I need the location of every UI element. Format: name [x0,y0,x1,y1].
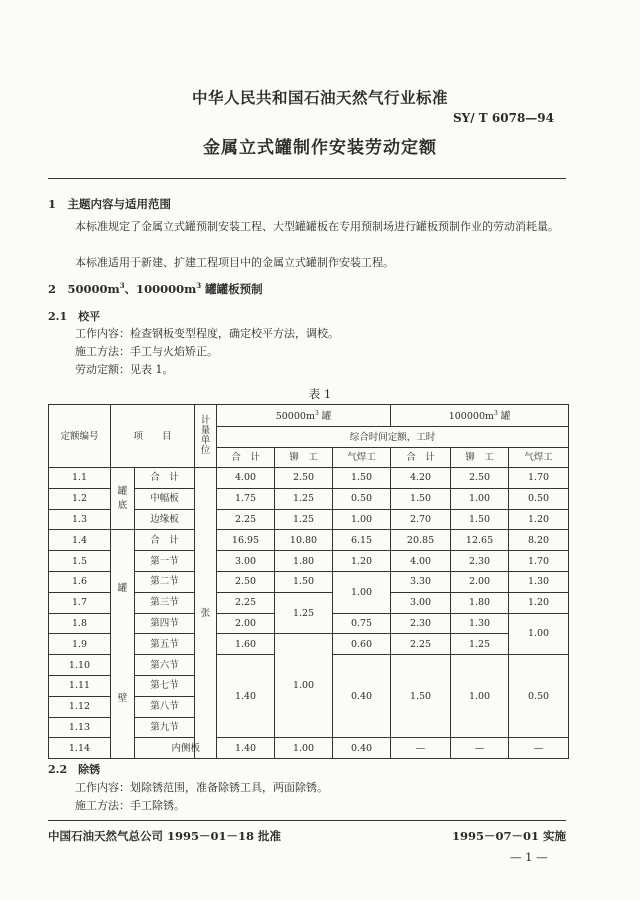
cell-item: 第一节 [135,551,195,572]
cell-value-merged: 1.50 [391,655,451,738]
cell-value: 2.50 [451,468,509,489]
cell-value: 1.75 [217,488,275,509]
cell-value-merged: 1.00 [333,571,391,613]
cell-value: 0.50 [509,488,569,509]
document-title: 金属立式罐制作安装劳动定额 [203,138,437,158]
approval-line: 中国石油天然气总公司 1995－01－18 批准 [48,829,282,843]
cell-dash: — [509,738,569,759]
cell-item: 第七节 [135,675,195,696]
cell-value: 12.65 [451,530,509,551]
cell-item: 第八节 [135,696,195,717]
cell-item: 第二节 [135,571,195,592]
header-code: 定额编号 [49,405,111,468]
cell-code: 1.9 [49,634,111,655]
issuing-organization: 中华人民共和国石油天然气行业标准 [191,89,448,107]
cell-value: 1.30 [509,571,569,592]
header-total: 合 计 [391,448,451,468]
cell-value: 1.20 [509,509,569,530]
cell-value: 1.25 [275,488,333,509]
cell-value: 1.00 [275,738,333,759]
cell-code: 1.4 [49,530,111,551]
cell-value: 1.70 [509,551,569,572]
cell-item: 第五节 [135,634,195,655]
table-caption: 表 1 [308,387,332,401]
section-1-heading: 1 主题内容与适用范围 [48,197,172,211]
cell-code: 1.3 [49,509,111,530]
cell-item: 第六节 [135,655,195,676]
cell-value: 1.25 [451,634,509,655]
cell-code: 1.7 [49,592,111,613]
section-2-2-heading: 2.2 除锈 [48,763,101,776]
cell-value: 8.20 [509,530,569,551]
cell-value-merged: 0.40 [333,655,391,738]
cell-item: 第三节 [135,592,195,613]
cell-value: 1.50 [391,488,451,509]
group-label-bottom: 罐底 [111,468,135,530]
cell-item: 内侧板 [135,738,217,759]
group-label-wall: 罐壁 [111,530,135,759]
cell-value-merged: 0.50 [509,655,569,738]
cell-value: 3.30 [391,571,451,592]
cell-code: 1.5 [49,551,111,572]
derust-method: 施工方法：手工除锈。 [75,799,185,812]
cell-value-merged: 1.25 [275,592,333,634]
cell-value-merged: 1.00 [275,634,333,738]
section-2-1-heading: 2.1 校平 [48,310,101,323]
cell-value: 0.75 [333,613,391,634]
cell-value: 4.20 [391,468,451,489]
cell-code: 1.1 [49,468,111,489]
cell-item: 合 计 [135,468,195,489]
cell-value: 2.00 [451,571,509,592]
labor-quota: 劳动定额：见表 1。 [75,363,174,376]
cell-item: 合 计 [135,530,195,551]
cell-value: 1.25 [275,509,333,530]
cell-item: 第九节 [135,717,195,738]
cell-value: 2.50 [217,571,275,592]
cell-code: 1.12 [49,696,111,717]
cell-value: 1.00 [333,509,391,530]
header-item: 项 目 [111,405,195,468]
cell-value-merged: 1.40 [217,655,275,738]
cell-code: 1.6 [49,571,111,592]
cell-value: 10.80 [275,530,333,551]
header-unit: 计量单位 [195,405,217,468]
cell-value: 2.00 [217,613,275,634]
cell-unit: 张 [195,468,217,759]
footer-rule [48,820,566,821]
standard-number: SY/ T 6078—94 [453,111,554,125]
cell-value: 1.50 [333,468,391,489]
cell-value: 2.25 [391,634,451,655]
header-riveter: 铆 工 [275,448,333,468]
derust-work-content: 工作内容：划除锈范围，准备除锈工具，两面除锈。 [75,781,328,794]
header-welder: 气焊工 [509,448,569,468]
cell-code: 1.13 [49,717,111,738]
cell-value: 1.20 [509,592,569,613]
cell-value: 20.85 [391,530,451,551]
cell-value: 1.80 [451,592,509,613]
cell-item: 第四节 [135,613,195,634]
cell-value: 2.25 [217,592,275,613]
cell-value: 4.00 [391,551,451,572]
cell-value: 3.00 [391,592,451,613]
cell-value: 2.50 [275,468,333,489]
effective-date: 1995－07－01 实施 [451,829,566,843]
header-welder: 气焊工 [333,448,391,468]
header-group-50000: $50000m^3$ 罐 [217,405,391,427]
cell-value: 1.30 [451,613,509,634]
cell-value: 6.15 [333,530,391,551]
cell-value: 1.40 [217,738,275,759]
cell-code: 1.11 [49,675,111,696]
header-rule [48,178,566,179]
page-number: — 1 — [510,850,548,864]
quota-table [48,404,569,759]
cell-value: 2.70 [391,509,451,530]
header-time-quota: 综合时间定额，工时 [217,427,569,448]
section-1-paragraph-1: 本标准规定了金属立式罐预制安装工程、大型罐罐板在专用预制场进行罐板预制作业的劳动消耗量。 [75,220,559,233]
section-1-paragraph-2: 本标准适用于新建、扩建工程项目中的金属立式罐制作安装工程。 [75,256,394,269]
cell-code: 1.10 [49,655,111,676]
cell-item: 中幅板 [135,488,195,509]
cell-value: 1.50 [451,509,509,530]
cell-code: 1.14 [49,738,111,759]
cell-value: 0.60 [333,634,391,655]
cell-value: 2.25 [217,509,275,530]
cell-value: 16.95 [217,530,275,551]
cell-value: 1.00 [451,488,509,509]
cell-dash: — [391,738,451,759]
cell-item: 边缘板 [135,509,195,530]
cell-value: 1.60 [217,634,275,655]
header-group-100000: $100000m^3$ 罐 [391,405,569,427]
cell-value: 1.20 [333,551,391,572]
header-riveter: 铆 工 [451,448,509,468]
cell-dash: — [451,738,509,759]
cell-value: 1.70 [509,468,569,489]
work-content: 工作内容：检查钢板变型程度，确定校平方法，调校。 [75,327,339,340]
cell-value-merged: 1.00 [509,613,569,655]
cell-value: 1.80 [275,551,333,572]
cell-value: 0.40 [333,738,391,759]
cell-value: 3.00 [217,551,275,572]
header-total: 合 计 [217,448,275,468]
cell-value: 4.00 [217,468,275,489]
cell-value: 0.50 [333,488,391,509]
cell-value-merged: 1.00 [451,655,509,738]
cell-value: 1.50 [275,571,333,592]
section-2-heading: 2 $50000m^3$、$100000m^3$ 罐罐板预制 [48,281,263,296]
cell-code: 1.2 [49,488,111,509]
construction-method: 施工方法：手工与火焰矫正。 [75,345,218,358]
cell-value: 2.30 [451,551,509,572]
cell-value: 2.30 [391,613,451,634]
cell-code: 1.8 [49,613,111,634]
